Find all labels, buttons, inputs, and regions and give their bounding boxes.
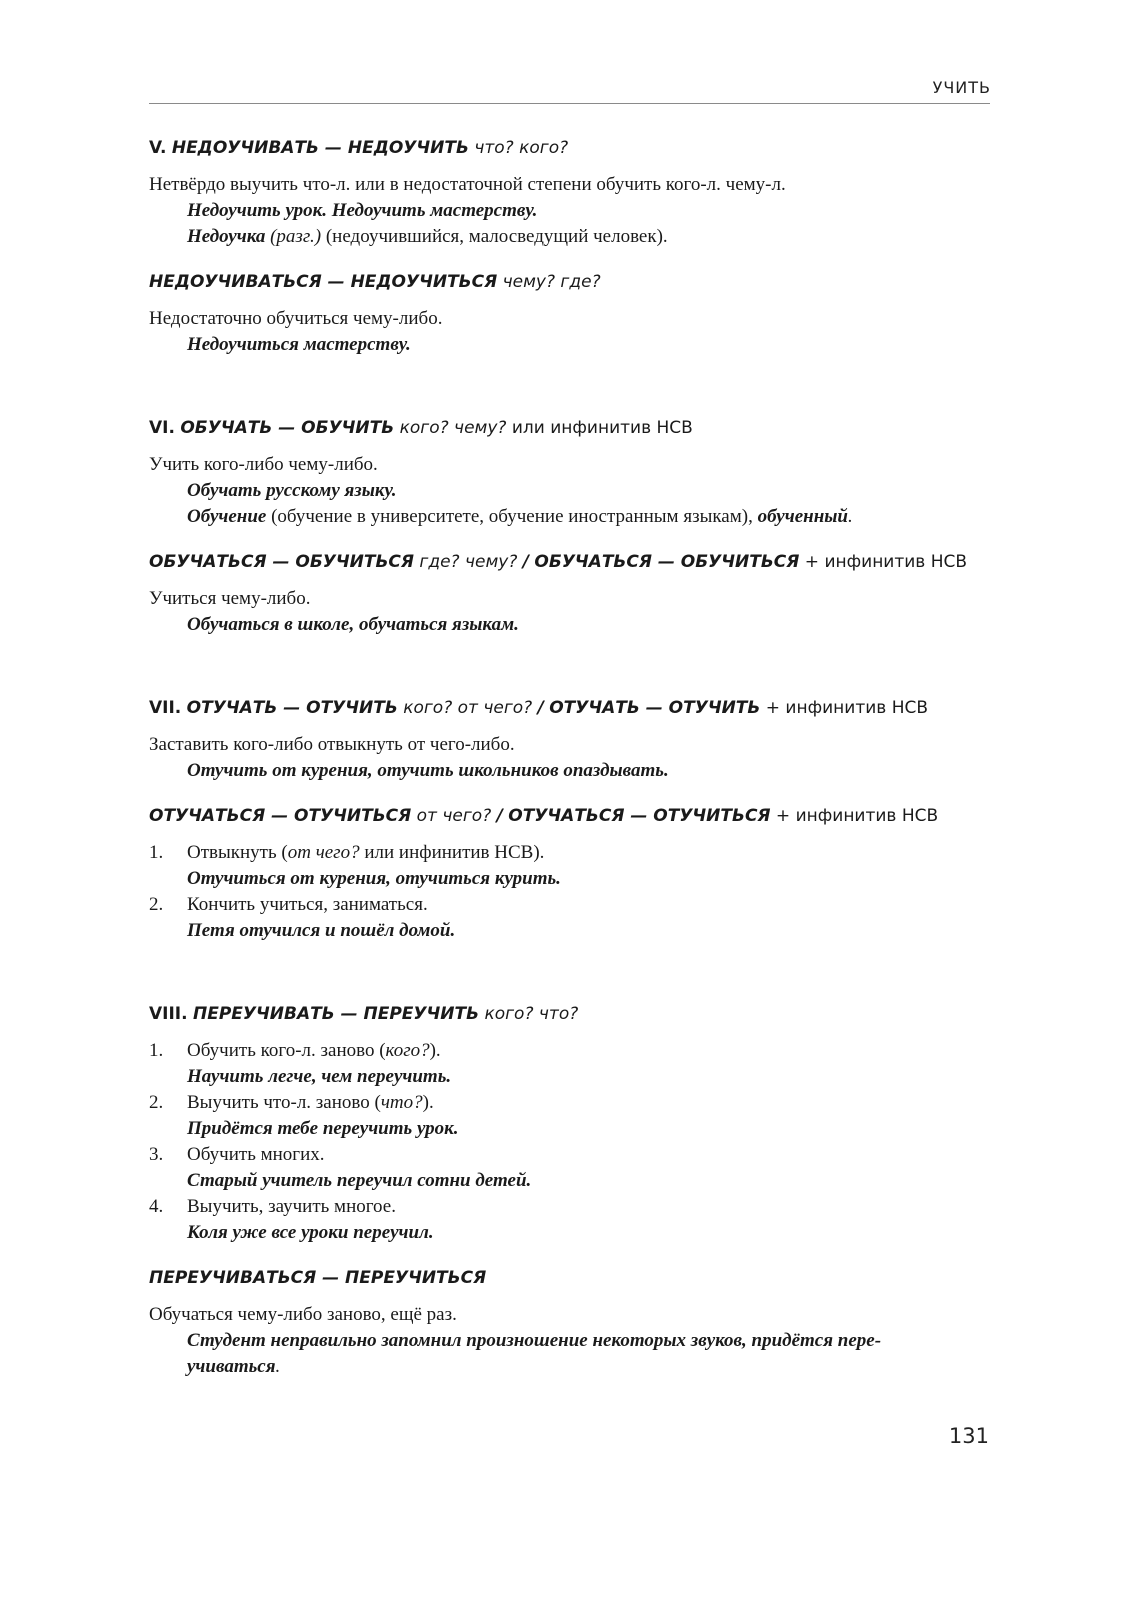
definition: Заставить кого-либо отвыкнуть от чего-либо. xyxy=(149,734,515,755)
item-definition xyxy=(187,840,990,866)
section-vii-heading xyxy=(149,694,990,722)
section-number: V. xyxy=(149,138,167,158)
verb-pair: ОБУЧАТЬ — ОБУЧИТЬ xyxy=(180,418,395,438)
item-body xyxy=(187,1142,990,1194)
meaning-list xyxy=(149,840,990,944)
list-item xyxy=(149,1038,990,1090)
item-body xyxy=(187,1194,990,1246)
verb-government-note: или инфинитив НСВ xyxy=(511,418,693,438)
government-italic: кого? xyxy=(385,1040,430,1061)
section-number: VI. xyxy=(149,418,175,438)
list-item xyxy=(149,892,990,944)
derivative-word: Недоучка xyxy=(187,226,266,247)
definition: Недостаточно обучиться чему-либо. xyxy=(149,308,443,329)
header-rule xyxy=(149,103,990,104)
list-item xyxy=(149,1194,990,1246)
example: Научить легче, чем переучить. xyxy=(187,1066,452,1087)
section-v-reflexive-heading xyxy=(149,268,990,296)
item-body xyxy=(187,1038,990,1090)
item-number: 3. xyxy=(149,1144,164,1165)
verb-pair: НЕДОУЧИВАТЬСЯ — НЕДОУЧИТЬСЯ xyxy=(149,272,498,292)
example: Отучиться от курения, отучиться курить. xyxy=(187,868,561,889)
example: Петя отучился и пошёл домой. xyxy=(187,920,456,941)
example-derivative xyxy=(149,504,990,530)
slash-separator: / xyxy=(537,698,544,718)
slash-separator: / xyxy=(496,806,503,826)
example: Обучать русскому языку. xyxy=(187,480,397,501)
section-vi-reflexive-heading xyxy=(149,548,990,576)
item-number: 2. xyxy=(149,894,164,915)
section-vii-reflexive-heading xyxy=(149,802,990,830)
verb-pair: НЕДОУЧИВАТЬ — НЕДОУЧИТЬ xyxy=(171,138,469,158)
section-vi-heading xyxy=(149,414,990,442)
page-number: 131 xyxy=(948,1424,989,1448)
verb-government: где? чему? xyxy=(419,552,518,572)
verb-government: чему? где? xyxy=(502,272,601,292)
item-definition xyxy=(187,892,990,918)
definition: Учиться чему-либо. xyxy=(149,588,311,609)
verb-government-note: + инфинитив НСВ xyxy=(804,552,968,572)
verb-pair: ОБУЧАТЬСЯ — ОБУЧИТЬСЯ xyxy=(149,552,414,572)
definition-text: Обучить кого-л. заново ( xyxy=(187,1040,386,1061)
example: Недоучиться мастерству. xyxy=(187,334,411,355)
definition-text: Кончить учиться, заниматься. xyxy=(187,894,428,915)
punctuation: . xyxy=(848,506,853,527)
list-item xyxy=(149,840,990,892)
verb-government: от чего? xyxy=(416,806,492,826)
example: Недоучить урок. Недоучить мастерству. xyxy=(187,200,538,221)
item-number: 1. xyxy=(149,842,164,863)
item-body xyxy=(187,892,990,944)
page-content xyxy=(149,134,990,1436)
verb-pair: ОТУЧАТЬСЯ — ОТУЧИТЬСЯ xyxy=(149,806,412,826)
definition-text: ). xyxy=(422,1092,434,1113)
punctuation: . xyxy=(275,1356,281,1377)
verb-pair: ОБУЧАТЬСЯ — ОБУЧИТЬСЯ xyxy=(534,552,800,572)
section-viii-heading xyxy=(149,1000,990,1028)
definition-text: Отвыкнуть ( xyxy=(187,842,288,863)
list-item xyxy=(149,1142,990,1194)
derivative-word: Обучение xyxy=(187,506,267,527)
definition-text: Выучить, заучить многое. xyxy=(187,1196,396,1217)
verb-government-note: + инфинитив НСВ xyxy=(775,806,939,826)
item-definition xyxy=(187,1194,990,1220)
section-v xyxy=(149,134,990,358)
verb-pair: ОТУЧАТЬ — ОТУЧИТЬ xyxy=(549,698,761,718)
definition: Нетвёрдо выучить что-л. или в недостаточной степени обучить кого-л. чему-л. xyxy=(149,174,786,195)
item-number: 4. xyxy=(149,1196,164,1217)
example: Придётся тебе переучить урок. xyxy=(187,1118,459,1139)
section-v-heading xyxy=(149,134,990,162)
example: Отучить от курения, отучить школьников опаздывать. xyxy=(187,760,669,781)
item-body xyxy=(187,1090,990,1142)
example: Обучаться в школе, обучаться языкам. xyxy=(187,614,519,635)
example: Коля уже все уроки переучил. xyxy=(187,1222,434,1243)
section-number: VII. xyxy=(149,698,182,718)
example xyxy=(149,1328,990,1380)
section-viii-reflexive-heading xyxy=(149,1264,990,1292)
section-number: VIII. xyxy=(149,1004,188,1024)
item-number: 2. xyxy=(149,1092,164,1113)
list-item xyxy=(149,1090,990,1142)
definition-text: или инфинитив НСВ). xyxy=(359,842,545,863)
section-vii xyxy=(149,694,990,944)
item-definition xyxy=(187,1038,990,1064)
section-viii xyxy=(149,1000,990,1380)
verb-pair: ОТУЧАТЬ — ОТУЧИТЬ xyxy=(186,698,398,718)
government-italic: что? xyxy=(380,1092,423,1113)
verb-pair: ПЕРЕУЧИВАТЬСЯ — ПЕРЕУЧИТЬСЯ xyxy=(149,1268,487,1288)
example-line: Студент неправильно запомнил произношение некоторых звуков, придётся пере- xyxy=(187,1330,882,1351)
definition-text: ). xyxy=(429,1040,441,1061)
verb-government: что? кого? xyxy=(474,138,569,158)
item-body xyxy=(187,840,990,892)
slash-separator: / xyxy=(522,552,529,572)
meaning-list xyxy=(149,1038,990,1246)
item-definition xyxy=(187,1142,990,1168)
verb-pair: ПЕРЕУЧИВАТЬ — ПЕРЕУЧИТЬ xyxy=(193,1004,480,1024)
derivative-word: обученный xyxy=(757,506,848,527)
section-vi xyxy=(149,414,990,638)
government-italic: от чего? xyxy=(287,842,360,863)
example: Старый учитель переучил сотни детей. xyxy=(187,1170,532,1191)
style-label: (разг.) xyxy=(270,226,322,247)
verb-government: кого? чему? xyxy=(399,418,507,438)
verb-government-note: + инфинитив НСВ xyxy=(765,698,929,718)
item-definition xyxy=(187,1090,990,1116)
definition: Обучаться чему-либо заново, ещё раз. xyxy=(149,1304,457,1325)
verb-pair: ОТУЧАТЬСЯ — ОТУЧИТЬСЯ xyxy=(508,806,771,826)
definition: Учить кого-либо чему-либо. xyxy=(149,454,378,475)
verb-government: кого? что? xyxy=(484,1004,579,1024)
example-derivative xyxy=(149,224,990,250)
derivative-gloss: (обучение в университете, обучение иностранным языкам), xyxy=(271,506,753,527)
item-number: 1. xyxy=(149,1040,164,1061)
definition-text: Обучить многих. xyxy=(187,1144,325,1165)
running-head: УЧИТЬ xyxy=(932,78,991,97)
verb-government: кого? от чего? xyxy=(403,698,533,718)
derivative-gloss: (недоучившийся, малосведущий человек). xyxy=(325,226,668,247)
example-line-end: учиваться xyxy=(187,1356,276,1377)
definition-text: Выучить что-л. заново ( xyxy=(187,1092,381,1113)
